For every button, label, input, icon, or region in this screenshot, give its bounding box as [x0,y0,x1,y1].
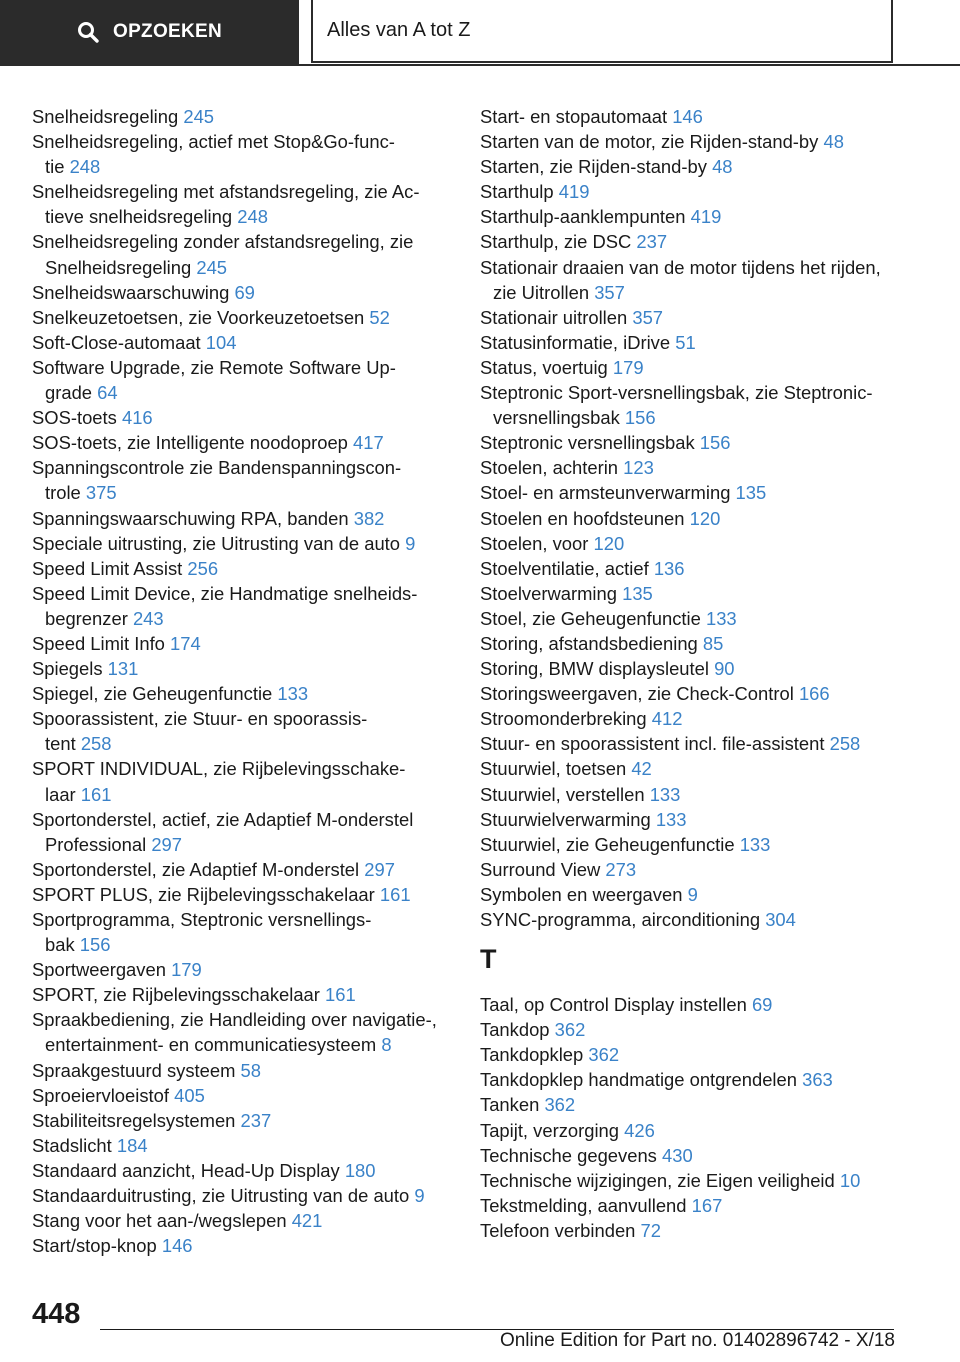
index-entry [480,1193,920,1218]
page-link[interactable]: 297 [151,833,183,855]
page-link[interactable]: 52 [369,306,390,328]
page-link[interactable]: 64 [97,382,118,404]
page-link[interactable]: 362 [544,1094,576,1116]
top-bar [0,0,960,66]
index-entry-text: Spoorassistent, zie Stuur- en spoorassis- [32,708,368,730]
index-entry [32,907,462,932]
index-entry-text: zie Uitrollen [493,281,590,303]
index-entry [480,807,920,832]
index-entry-text: Snelheidsregeling met afstandsregeling, zie Ac- [32,181,420,203]
index-entry [32,1183,462,1208]
index-entry-continuation [32,204,462,229]
page-link[interactable]: 166 [798,683,830,705]
index-entry-text: SPORT PLUS, zie Rijbelevingsschakelaar [32,883,375,905]
index-entry-text: Stoel, zie Geheugenfunctie [480,607,701,629]
index-entry [480,1168,920,1193]
index-entry-text: tie [45,156,65,178]
index-entry [32,305,462,330]
index-entry [32,1083,462,1108]
index-entry-text: Snelheidsregeling [32,106,179,127]
index-entry-text: Tankdopklep [480,1044,584,1066]
index-entry-text: Tankdop [480,1019,550,1041]
index-entry-text: Snelheidsregeling [45,256,192,278]
page-link[interactable]: 357 [594,281,625,303]
index-entry [480,992,920,1017]
index-entry [480,355,920,380]
page-link[interactable]: 256 [187,557,219,579]
index-entry [480,832,920,857]
page-link[interactable]: 363 [802,1069,833,1091]
index-entry-text: Technische wijzigingen, zie Eigen veiligheid [480,1169,835,1191]
index-entry-text: Software Upgrade, zie Remote Software Up- [32,356,396,378]
page-link[interactable]: 161 [80,783,112,805]
index-entry-text: Starthulp-aanklempunten [480,206,686,228]
page-link[interactable]: 258 [80,733,112,755]
page-link[interactable]: 136 [653,557,685,579]
index-entry [32,631,462,656]
index-entry [480,1042,920,1067]
page-link[interactable]: 156 [624,407,656,429]
page-link[interactable]: 9 [405,532,416,554]
section-title-tab[interactable] [311,0,893,63]
index-entry [480,731,920,756]
index-entry-text: Tanken [480,1094,540,1116]
index-entry-text: Speed Limit Info [32,632,165,654]
page-link[interactable]: 179 [171,959,202,981]
page-link[interactable]: 273 [605,858,637,880]
index-entry-continuation [32,480,462,505]
index-entry [480,229,920,254]
index-entry-continuation [32,731,462,756]
index-entry-text: trole [45,482,81,504]
page-link[interactable]: 58 [240,1059,262,1081]
index-entry-text: Stoelverwarming [480,582,617,604]
page-link[interactable]: 362 [588,1044,620,1066]
index-entry-text: Steptronic versnellingsbak [480,432,695,454]
index-entry-text: Standaard aanzicht, Head-Up Display [32,1159,340,1181]
index-entry-text: Spraakbediening, zie Handleiding over navigatie-, [32,1009,437,1031]
page-link[interactable]: 120 [689,507,721,529]
page-link[interactable]: 90 [714,658,735,680]
index-entry-text: Tankdopklep handmatige ontgrendelen [480,1069,797,1091]
index-entry-text: Steptronic Sport-versnellingsbak, zie Steptronic- [480,382,873,404]
index-entry-text: Standaarduitrusting, zie Uitrusting van de auto [32,1185,410,1207]
index-entry-text: SOS-toets [32,407,117,429]
index-entry [480,506,920,531]
index-entry [480,907,920,932]
index-entry-text: Sportonderstel, zie Adaptief M-onderstel [32,858,360,880]
index-entry-continuation [480,405,920,430]
index-entry [32,581,462,606]
header-divider [0,64,960,66]
page-link[interactable]: 131 [107,658,139,680]
page-link[interactable]: 167 [691,1194,723,1216]
page-link[interactable]: 362 [554,1019,586,1041]
index-entry [32,1007,462,1032]
page-link[interactable]: 248 [237,206,268,228]
index-entry-text: bak [45,934,75,956]
page-number: 448 [32,1298,81,1330]
index-entry [32,706,462,731]
index-entry-continuation [480,280,920,305]
index-entry [32,857,462,882]
index-entry-text: Sportprogramma, Steptronic versnellings- [32,909,372,930]
index-entry-text: Spraakgestuurd systeem [32,1059,236,1081]
page-link[interactable]: 146 [161,1235,193,1257]
index-entry [480,104,920,129]
index-entry [480,1118,920,1143]
index-entry [32,280,462,305]
index-entry [480,606,920,631]
index-entry-text: Speed Limit Assist [32,557,183,579]
index-entry-text: Starten van de motor, zie Rijden-stand-by [480,131,819,153]
index-entry-text: Stuurwiel, zie Geheugenfunctie [480,833,735,855]
index-entry [480,305,920,330]
index-entry-continuation [32,255,462,280]
index-entry [32,1133,462,1158]
index-entry [480,179,920,204]
index-entry-text: Stuurwiel, toetsen [480,758,627,780]
index-entry [480,706,920,731]
edition-footer: Online Edition for Part no. 01402896742 - X/18 [499,1330,895,1351]
page-link[interactable]: 297 [364,858,395,880]
page-link[interactable]: 304 [765,909,796,930]
page-link[interactable]: 382 [353,507,385,529]
index-entry [480,204,920,229]
index-entry-text: tieve snelheidsregeling [45,206,233,228]
index-entry-text: Spanningscontrole zie Bandenspanningscon- [32,457,402,479]
index-entry [32,556,462,581]
page-link[interactable]: 426 [624,1119,655,1141]
index-entry [480,1218,920,1243]
page-link[interactable]: 416 [121,407,153,429]
page-link[interactable]: 133 [649,783,681,805]
page-link[interactable]: 120 [593,532,625,554]
index-entry-text: Stabiliteitsregelsystemen [32,1109,236,1131]
index-entry-text: Start- en stopautomaat [480,106,668,127]
index-entry [32,405,462,430]
page-link[interactable]: 156 [699,432,731,454]
search-button[interactable] [0,0,299,64]
index-entry-text: Taal, op Control Display instellen [480,994,747,1016]
page-link[interactable]: 133 [705,607,737,629]
index-entry [32,957,462,982]
page-link[interactable]: 135 [735,482,767,504]
page-link[interactable]: 85 [702,632,724,654]
page-link[interactable]: 161 [379,883,411,905]
page-link[interactable]: 133 [739,833,771,855]
page-link[interactable]: 174 [170,632,201,654]
index-entry [480,756,920,781]
page-link[interactable]: 72 [640,1219,662,1241]
index-entry [480,380,920,405]
index-entry [32,531,462,556]
index-entry-text: Tapijt, verzorging [480,1119,620,1141]
index-entry-text: Telefoon verbinden [480,1219,636,1241]
index-entry [480,857,920,882]
index-entry-text: Storing, afstandsbediening [480,632,698,654]
page-link[interactable]: 245 [183,106,215,127]
search-label: OPZOEKEN [112,21,223,42]
index-entry-text: Storingsweergaven, zie Check-Control [480,683,794,705]
index-entry [480,581,920,606]
page-link[interactable]: 258 [829,733,861,755]
index-entry-text: SOS-toets, zie Intelligente noodoproep [32,432,348,454]
page-link[interactable]: 179 [612,356,644,378]
page-link[interactable]: 243 [132,607,164,629]
page-link[interactable]: 133 [655,808,687,830]
page-link[interactable]: 146 [672,106,703,127]
index-entry [480,1017,920,1042]
index-entry-text: Professional [45,833,147,855]
index-entry [32,807,462,832]
index-entry-continuation [32,154,462,179]
page-link[interactable]: 161 [325,984,356,1006]
index-entry-text: Starthulp [480,181,554,203]
index-entry-text: Speciale uitrusting, zie Uitrusting van de auto [32,532,401,554]
page-link[interactable]: 104 [205,331,237,353]
index-entry [32,1233,462,1258]
page-link[interactable]: 417 [353,432,384,454]
page-link[interactable]: 237 [240,1109,272,1131]
index-entry-text: Snelkeuzetoetsen, zie Voorkeuzetoetsen [32,306,365,328]
index-column-left [32,104,462,1258]
index-entry-text: Start/stop-knop [32,1235,157,1257]
index-entry [480,882,920,907]
index-entry-text: Symbolen en weergaven [480,883,683,905]
index-entry-text: Surround View [480,858,601,880]
page-link[interactable]: 237 [636,231,668,253]
index-entry [32,1158,462,1183]
index-entry-text: Stroomonderbreking [480,708,647,730]
index-entry-text: Spanningswaarschuwing RPA, banden [32,507,349,529]
index-entry-continuation [32,932,462,957]
index-entry-text: SPORT, zie Rijbelevingsschakelaar [32,984,320,1006]
index-entry-text: Snelheidsregeling, actief met Stop&Go-func- [32,131,395,153]
index-entry-text: Statusinformatie, iDrive [480,331,671,353]
index-entry [32,430,462,455]
index-entry-text: Stuurwielverwarming [480,808,651,830]
page-link[interactable]: 419 [690,206,722,228]
index-entry [480,480,920,505]
index-column-right [480,104,920,1243]
index-entry-text: Soft-Close-automaat [32,331,201,353]
index-entry [32,330,462,355]
page-link[interactable]: 156 [79,934,111,956]
index-entry-text: Snelheidswaarschuwing [32,281,230,303]
index-entry-text: SPORT INDIVIDUAL, zie Rijbelevingsschake- [32,758,406,780]
index-entry-text: Status, voertuig [480,356,608,378]
index-entry [32,882,462,907]
index-entry [32,982,462,1007]
index-entry-text: Stationair draaien van de motor tijdens het rijden, [480,256,881,278]
index-entry [480,330,920,355]
index-entry-text: versnellingsbak [493,407,620,429]
index-entry-continuation [32,782,462,807]
index-entry-continuation [32,1032,462,1057]
index-entry-text: Stationair uitrollen [480,306,628,328]
index-entry-text: Snelheidsregeling zonder afstandsregeling, zie [32,231,414,253]
index-entry [480,430,920,455]
index-entry [480,1067,920,1092]
page-link[interactable]: 133 [277,683,309,705]
index-entry-text: Sportonderstel, actief, zie Adaptief M-onderstel [32,808,414,830]
page-link[interactable]: 42 [631,758,652,780]
index-entry [480,681,920,706]
index-entry [32,1108,462,1133]
index-entry-text: Starten, zie Rijden-stand-by [480,156,707,178]
page-link[interactable]: 48 [823,131,844,153]
index-entry-text: Stoelen, voor [480,532,589,554]
index-entry [480,656,920,681]
section-title: Alles van A tot Z [327,19,471,41]
index-entry-text: laar [45,783,76,805]
page-link[interactable]: 430 [662,1144,693,1166]
index-entry-text: Tekstmelding, aanvullend [480,1194,687,1216]
index-entry [480,154,920,179]
index-entry [32,681,462,706]
index-entry-text: Stuur- en spoorassistent incl. file-assistent [480,733,825,755]
index-letter-heading: T [480,944,497,975]
index-entry-text: Sportweergaven [32,959,166,981]
page-link[interactable]: 51 [675,331,696,353]
page-link[interactable]: 69 [234,281,255,303]
index-entry-text: Stoel- en armsteunverwarming [480,482,731,504]
index-entry-text: Speed Limit Device, zie Handmatige snelheids- [32,582,418,604]
index-entry [32,756,462,781]
page-link[interactable]: 412 [651,708,683,730]
index-entry [32,1208,462,1233]
index-entry [32,229,462,254]
page-link[interactable]: 184 [116,1134,148,1156]
index-entry-text: Spiegels [32,658,103,680]
index-entry-text: Storing, BMW displaysleutel [480,658,709,680]
index-entry [480,255,920,280]
page-link[interactable]: 248 [69,156,101,178]
index-entry-continuation [32,606,462,631]
page-link[interactable]: 245 [196,256,228,278]
index-entry-text: Spiegel, zie Geheugenfunctie [32,683,273,705]
index-entry-text: Stang voor het aan-/wegslepen [32,1210,287,1232]
index-entry-text: Stoelen en hoofdsteunen [480,507,685,529]
search-icon [77,21,99,43]
page-link[interactable]: 405 [174,1084,205,1106]
page-link[interactable]: 375 [85,482,117,504]
page-link[interactable]: 9 [687,883,698,905]
page-link[interactable]: 9 [414,1185,425,1207]
index-entry [480,631,920,656]
page-link[interactable]: 135 [622,582,653,604]
page-link[interactable]: 123 [623,457,654,479]
index-entry-text: grade [45,382,93,404]
index-entry-text: Stoelventilatie, actief [480,557,649,579]
index-entry-text: Stuurwiel, verstellen [480,783,645,805]
index-entry-text: SYNC-programma, airconditioning [480,909,761,930]
page-link[interactable]: 357 [632,306,664,328]
index-entry-text: Stadslicht [32,1134,112,1156]
index-entry [32,506,462,531]
index-entry [32,1058,462,1083]
index-entry [480,531,920,556]
index-entry [32,129,462,154]
index-entry [480,1092,920,1117]
index-entry [480,556,920,581]
index-entry [480,782,920,807]
page-link[interactable]: 421 [291,1210,323,1232]
index-entry-text: begrenzer [45,607,128,629]
index-entry-text: entertainment- en communicatiesysteem [45,1034,377,1056]
index-entry-text: Sproeiervloeistof [32,1084,169,1106]
page-link[interactable]: 419 [558,181,590,203]
index-entry-text: Starthulp, zie DSC [480,231,632,253]
page-link[interactable]: 10 [839,1169,861,1191]
index-entry [32,355,462,380]
index-entry [480,129,920,154]
index-entry-text: Stoelen, achterin [480,457,619,479]
index-entry-text: Technische gegevens [480,1144,657,1166]
index-entry-continuation [32,832,462,857]
page-link[interactable]: 48 [712,156,733,178]
index-entry [32,104,462,129]
index-entry [32,656,462,681]
page-link[interactable]: 69 [751,994,773,1016]
page-link[interactable]: 180 [344,1159,376,1181]
index-entry [32,179,462,204]
index-entry [32,455,462,480]
index-entry [480,455,920,480]
index-entry-continuation [32,380,462,405]
page-link[interactable]: 8 [381,1034,392,1056]
index-entry-text: tent [45,733,76,755]
index-entry [480,1143,920,1168]
